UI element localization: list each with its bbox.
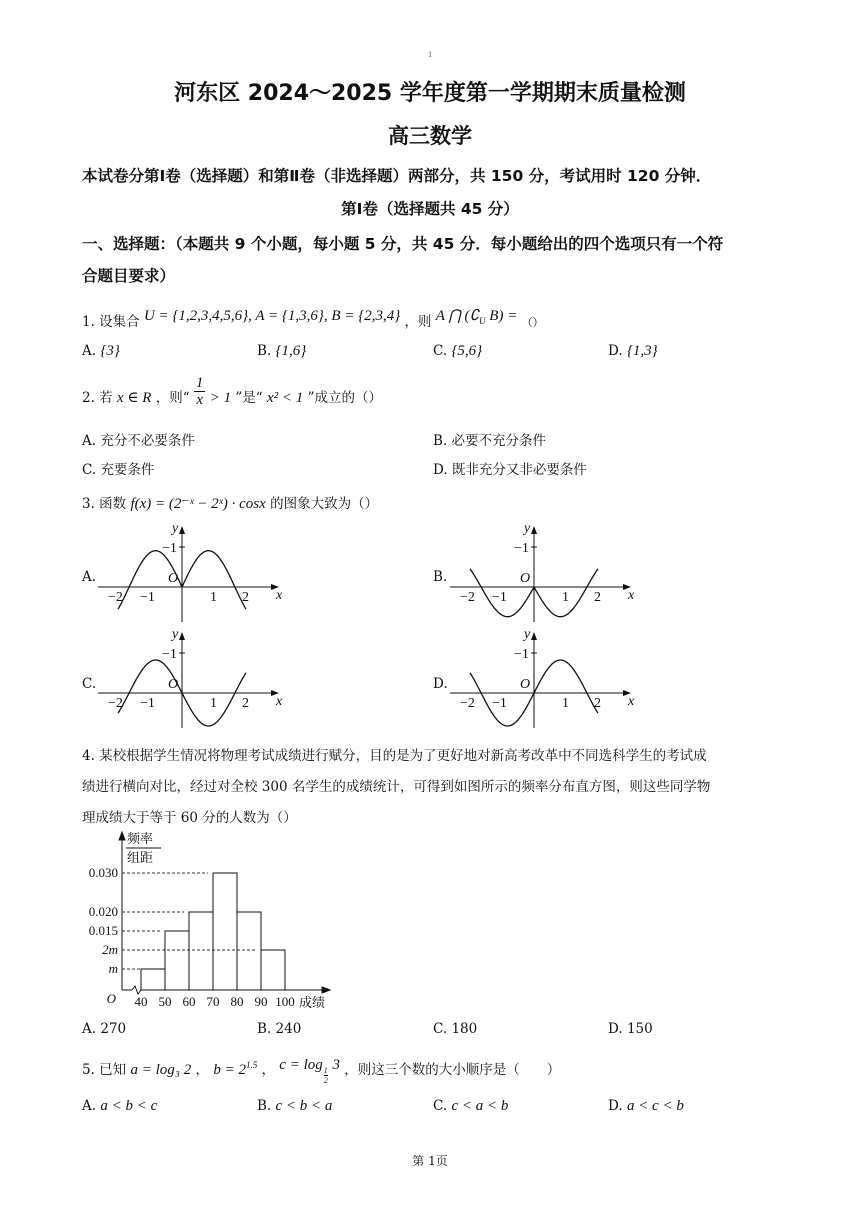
question-5-sep: ， (195, 1062, 210, 1078)
question-2-then: ，则“ (155, 390, 190, 406)
tick-y-neg1: −1 (514, 647, 529, 662)
question-1-paren: （） (521, 316, 544, 329)
question-4-line2: 绩进行横向对比，经过对全校 300 名学生的成绩统计，可得到如图所示的频率分布直方图，则这些同学物 (82, 779, 711, 795)
option-text: 180 (451, 1021, 478, 1037)
q5-option-d[interactable] (608, 1098, 684, 1115)
bar-90-100 (261, 950, 285, 990)
q3-graph-c (98, 626, 288, 731)
tick-y-neg1: −1 (162, 647, 177, 662)
q2-option-d[interactable] (433, 458, 587, 478)
ytick-m: m (108, 961, 118, 976)
q3-graph-b (450, 520, 640, 625)
question-1-expr-sub: U (479, 316, 486, 326)
tick-2: 2 (594, 590, 601, 605)
tick-2: 2 (242, 590, 249, 605)
question-2-gt: > 1 (209, 390, 232, 406)
option-label: D. (608, 1098, 623, 1114)
tick-y-neg1: −1 (514, 541, 529, 556)
q1-option-a[interactable] (82, 343, 120, 360)
option-label: B. (257, 343, 272, 359)
xlabel: 成绩 (299, 995, 326, 1010)
question-1-then: ，则 (404, 314, 432, 330)
tick-neg1: −1 (140, 696, 155, 711)
question-3 (82, 492, 378, 513)
option-text: 270 (100, 1021, 127, 1037)
option-text: {5,6} (451, 343, 483, 359)
question-1 (82, 310, 544, 332)
ytick-0020: 0.020 (88, 904, 118, 919)
question-5-sep: ， (261, 1062, 275, 1078)
q1-option-b[interactable] (257, 343, 306, 360)
axis-break (132, 986, 141, 994)
tick-1: 1 (210, 590, 217, 605)
tick-2: 2 (242, 696, 249, 711)
y-axis-arrow (119, 832, 125, 840)
xtick-90: 90 (254, 994, 268, 1009)
xtick-100: 100 (275, 994, 295, 1009)
q3-option-b[interactable]: B. (433, 569, 448, 585)
tick-neg2: −2 (108, 696, 123, 711)
option-label: C. (433, 1098, 448, 1114)
option-text: a < b < c (100, 1098, 158, 1114)
question-2-end: ”成立的（） (307, 390, 382, 406)
question-1-expr: A ⋂ (∁ (435, 308, 480, 324)
q4-option-a[interactable] (82, 1021, 126, 1037)
option-label: B. (257, 1098, 272, 1114)
q3-option-a[interactable]: A. (82, 569, 97, 585)
option-label: B. (433, 433, 448, 449)
origin-label: O (520, 571, 531, 586)
q2-option-c[interactable] (82, 458, 154, 478)
option-label: C. (433, 1021, 448, 1037)
tick-1: 1 (210, 696, 217, 711)
option-text: {1,3} (626, 343, 658, 359)
tick-2: 2 (594, 696, 601, 711)
option-text: c < a < b (451, 1098, 509, 1114)
question-2-mid: ”是“ (235, 390, 263, 406)
option-text: 150 (626, 1021, 653, 1037)
q5-option-b[interactable] (257, 1098, 332, 1115)
y-label: y (172, 627, 179, 642)
question-1-prefix: 1. 设集合 (82, 314, 140, 330)
option-label: C. (433, 343, 448, 359)
tick-1: 1 (562, 696, 569, 711)
header-mark: 1 (428, 51, 433, 59)
question-5-a: a = log₃ 2 (130, 1062, 192, 1078)
section1-heading: 一、选择题：（本题共 9 个小题，每小题 5 分，共 45 分．每小题给出的四个选项只有一个符 (82, 235, 724, 253)
bar-70-80 (213, 873, 237, 990)
option-text: {3} (100, 343, 120, 359)
option-text: 240 (275, 1021, 302, 1037)
q3-graph-d (450, 626, 640, 731)
y-axis-arrow (531, 632, 537, 640)
question-2 (82, 375, 382, 408)
tick-neg1: −1 (140, 590, 155, 605)
question-2-prefix: 2. 若 (82, 390, 113, 406)
ylabel-top: 频率 (127, 831, 154, 846)
ytick-2m: 2m (102, 942, 118, 957)
question-5 (82, 1058, 560, 1090)
question-1-expr-end: B) = (489, 308, 518, 324)
fraction-numerator: 1 (323, 1066, 328, 1075)
question-3-expr: f(x) = (2⁻ˣ − 2ˣ) · cosx (130, 496, 266, 512)
tick-neg2: −2 (108, 590, 123, 605)
ylabel-bottom: 组距 (127, 850, 154, 865)
xtick-60: 60 (182, 994, 196, 1009)
fraction-denominator: x (196, 392, 203, 408)
question-5-c-base (324, 1066, 328, 1085)
question-3-prefix: 3. 函数 (82, 496, 127, 512)
bar-60-70 (189, 912, 213, 990)
q4-option-c[interactable] (433, 1021, 477, 1037)
fraction-denominator: 2 (323, 1076, 328, 1085)
q3-graph-a (98, 520, 288, 625)
question-5-prefix: 5. 已知 (82, 1062, 127, 1078)
bar-50-60 (165, 931, 189, 990)
bar-80-90 (237, 912, 261, 990)
x-label: x (628, 588, 635, 603)
tick-1: 1 (562, 590, 569, 605)
question-2-cond: x ∈ R (116, 390, 152, 406)
origin-label: O (168, 571, 179, 586)
xtick-40: 40 (134, 994, 148, 1009)
option-text: {1,6} (275, 343, 307, 359)
option-text: 必要不充分条件 (451, 433, 547, 449)
q5-option-c[interactable] (433, 1098, 508, 1115)
exam-title: 河东区 2024～2025 学年度第一学期期末质量检测 (174, 81, 686, 106)
q4-option-b[interactable] (257, 1021, 301, 1037)
question-5-c-arg: 3 (332, 1057, 340, 1073)
x-label: x (276, 588, 283, 603)
exam-intro: 本试卷分第Ⅰ卷（选择题）和第Ⅱ卷（非选择题）两部分，共 150 分，考试用时 120 分钟． (82, 167, 712, 185)
option-label: A. (82, 433, 97, 449)
page-footer: 第 1页 (412, 1154, 448, 1168)
question-4-line1: 4. 某校根据学生情况将物理考试成绩进行赋分，目的是为了更好地对新高考改革中不同选科学生的考试成 (82, 748, 707, 764)
option-label: A. (82, 1098, 97, 1114)
y-label: y (172, 521, 179, 536)
option-label: A. (82, 343, 97, 359)
fraction-numerator: 1 (195, 375, 204, 391)
question-2-fraction (194, 375, 206, 408)
xtick-80: 80 (230, 994, 244, 1009)
y-axis-arrow (179, 632, 185, 640)
option-label: D. (608, 1021, 623, 1037)
xtick-70: 70 (206, 994, 220, 1009)
option-text: 充要条件 (100, 462, 155, 478)
section1-heading-cont: 合题目要求） (82, 267, 176, 285)
option-text: 充分不必要条件 (100, 433, 195, 449)
option-text: 既非充分又非必要条件 (451, 462, 587, 478)
question-5-c: c = log (279, 1057, 323, 1073)
question-3-end: 的图象大致为（） (270, 496, 379, 512)
y-axis-arrow (179, 526, 185, 534)
q3-option-d[interactable]: D. (433, 676, 448, 692)
y-label: y (524, 627, 531, 642)
q4-option-d[interactable] (608, 1021, 653, 1037)
question-5-end: ，则这三个数的大小顺序是（ ） (344, 1062, 561, 1078)
question-5-b-exp: 1.5 (245, 1060, 258, 1070)
question-4-line3: 理成绩大于等于 60 分的人数为（） (82, 810, 297, 826)
q2-option-b[interactable] (433, 429, 546, 449)
option-label: A. (82, 1021, 97, 1037)
part1-title: 第Ⅰ卷（选择题共 45 分） (341, 200, 519, 218)
option-label: B. (257, 1021, 272, 1037)
x-label: x (276, 694, 283, 709)
origin-label: O (168, 677, 179, 692)
tick-neg1: −1 (492, 590, 507, 605)
tick-neg2: −2 (460, 590, 475, 605)
question-2-expr: x² < 1 (266, 390, 304, 406)
ytick-0015: 0.015 (88, 923, 118, 938)
tick-neg1: −1 (492, 696, 507, 711)
y-axis-arrow (531, 526, 537, 534)
x-label: x (628, 694, 635, 709)
q5-option-a[interactable] (82, 1098, 157, 1115)
xtick-50: 50 (158, 994, 172, 1009)
histogram-figure (78, 826, 348, 1012)
question-5-b: b = 2 (213, 1062, 246, 1078)
bar-40-50 (141, 969, 165, 990)
x-axis-arrow (322, 987, 330, 993)
q1-option-d[interactable] (608, 343, 658, 360)
q1-option-c[interactable] (433, 343, 482, 360)
q3-option-c[interactable]: C. (82, 676, 97, 692)
option-label: C. (82, 462, 97, 478)
question-1-sets: U = {1,2,3,4,5,6}, A = {1,3,6}, B = {2,3,4} (143, 308, 401, 324)
option-text: a < c < b (626, 1098, 684, 1114)
origin-label: O (106, 991, 116, 1006)
ytick-0030: 0.030 (88, 865, 118, 880)
origin-label: O (520, 677, 531, 692)
tick-y-neg1: −1 (162, 541, 177, 556)
option-label: D. (608, 343, 623, 359)
tick-neg2: −2 (460, 696, 475, 711)
option-text: c < b < a (275, 1098, 333, 1114)
y-label: y (524, 521, 531, 536)
option-label: D. (433, 462, 448, 478)
exam-subtitle: 高三数学 (388, 124, 472, 148)
q2-option-a[interactable] (82, 429, 195, 449)
